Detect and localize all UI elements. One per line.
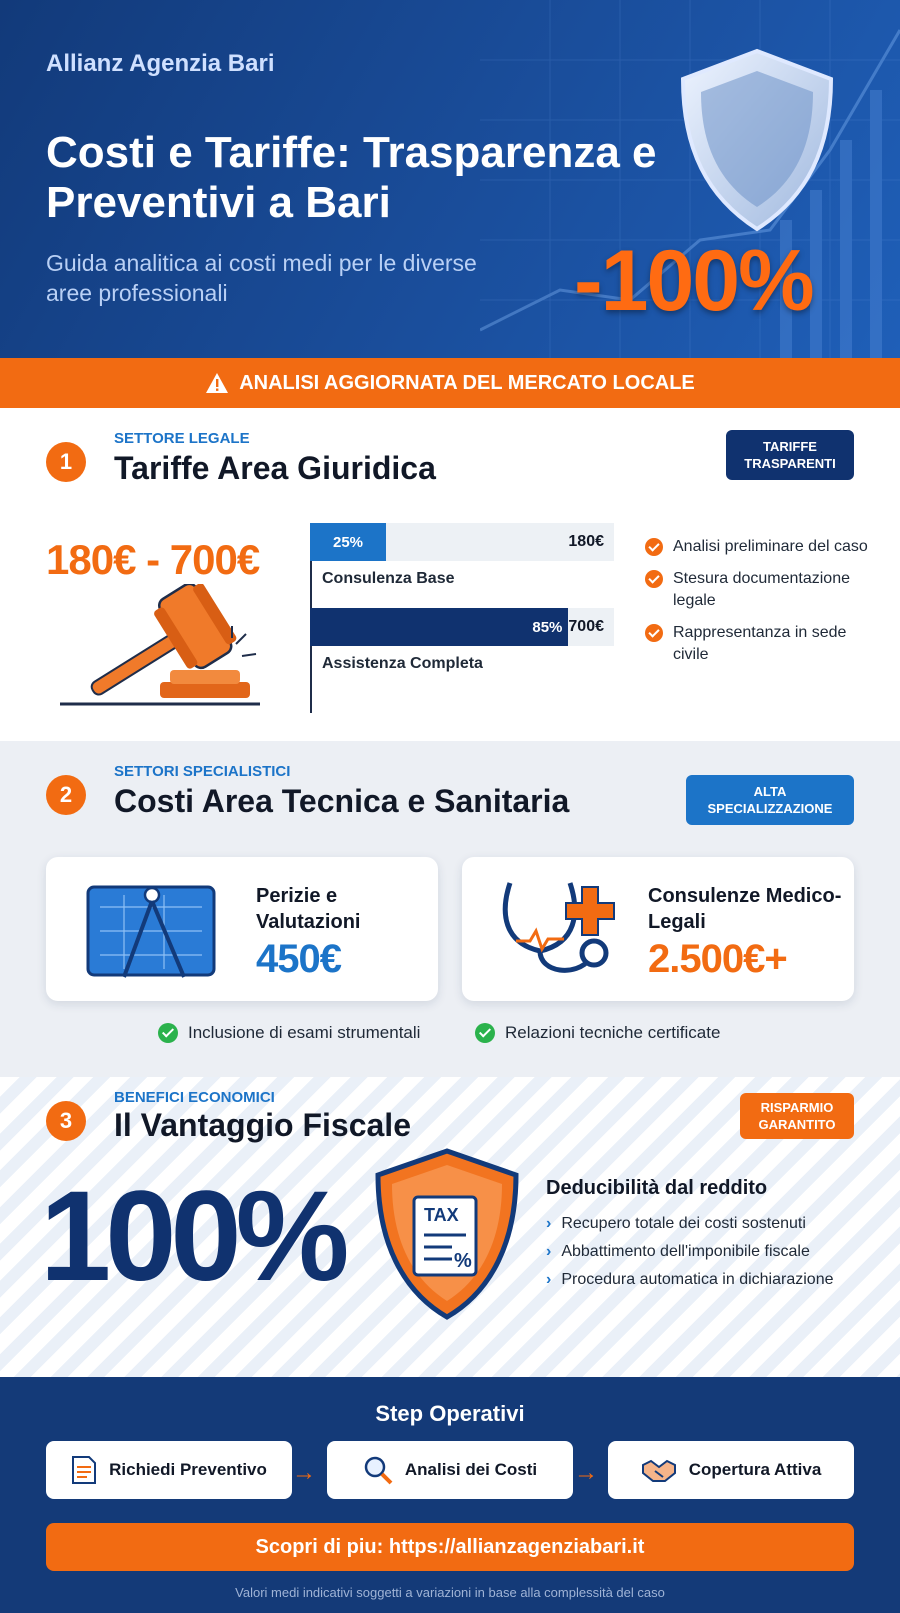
check-icon [645,538,663,556]
note-text: Inclusione di esami strumentali [188,1023,421,1042]
bar-percent: 25% [332,533,364,551]
card-perizie [46,857,438,1001]
shield-percent-text: % [454,1250,472,1272]
document-icon [71,1455,97,1485]
step-label: Richiedi Preventivo [109,1460,267,1479]
status-badge [686,775,854,825]
list-item-text: Analisi preliminare del caso [673,538,868,555]
list-item [546,1215,833,1233]
tax-shield-icon [372,1147,522,1322]
list-item-text: Abbattimento dell'imponibile fiscale [561,1243,810,1260]
list-item [546,1271,833,1289]
badge-line: RISPARMIO [760,1100,834,1115]
magnifier-icon [363,1455,393,1485]
list-item-text: Rappresentanza in sede civile [673,624,847,663]
bar-fill [310,608,568,646]
badge-line: TRASPARENTI [744,456,836,471]
section-number: 1 [46,442,86,482]
footer-title: Step Operativi [375,1401,525,1426]
list-item [645,536,885,558]
bar-label: Assistenza Completa [322,655,483,672]
feature-list [645,536,885,676]
status-badge [726,430,854,480]
section-title: Tariffe Area Giuridica [114,450,436,486]
note-text: Relazioni tecniche certificate [505,1023,721,1042]
section-kicker: SETTORI SPECIALISTICI [114,763,291,780]
check-icon [645,570,663,588]
disclaimer: Valori medi indicativi soggetti a variazioni in base alla complessità del caso [235,1585,665,1600]
section-fiscal [0,1077,900,1377]
footer [0,1377,900,1613]
list-item-text: Stesura documentazione legale [673,570,850,609]
card-title: Consulenze Medico-Legali [648,885,842,933]
section-kicker: BENEFICI ECONOMICI [114,1089,275,1106]
hero-banner [0,0,900,358]
card-title: Perizie e Valutazioni [256,885,361,933]
section-legal [0,408,900,741]
badge-line: TARIFFE [763,439,817,454]
check-icon [645,624,663,642]
bar-value: 180€ [568,533,604,550]
check-icon [158,1023,178,1043]
list-item [645,568,885,612]
badge-line: GARANTITO [758,1117,836,1132]
arrow-right-icon: → [574,1459,598,1486]
shield-icon [675,45,840,235]
check-icon [475,1023,495,1043]
bar-label: Consulenza Base [322,570,455,587]
step-copertura-attiva[interactable] [608,1441,854,1499]
section-title: Il Vantaggio Fiscale [114,1107,411,1143]
bar-fill [310,523,386,561]
section-title: Costi Area Tecnica e Sanitaria [114,783,570,819]
note-item [475,1023,720,1043]
alert-text: ANALISI AGGIORNATA DEL MERCATO LOCALE [239,371,695,394]
deduction-list [546,1215,833,1299]
handshake-icon [641,1457,677,1483]
bar-percent: 85% [532,618,563,636]
stethoscope-icon [490,873,630,985]
section-number: 3 [46,1101,86,1141]
shield-tax-text: TAX [424,1205,459,1225]
bar-consulenza-base [310,523,614,561]
card-medico-legali [462,857,854,1001]
section-number: 2 [46,775,86,815]
bar-assistenza-completa [310,608,614,646]
alert-bar [0,358,900,408]
chevron-right-icon: › [546,1215,552,1232]
bar-value: 700€ [568,618,604,635]
brand-name: Allianz Agenzia Bari [46,50,275,77]
chevron-right-icon: › [546,1271,552,1288]
big-percent: -100% [574,233,813,329]
card-price: 2.500€+ [648,937,787,981]
section-kicker: SETTORE LEGALE [114,430,250,447]
list-item [546,1243,833,1261]
status-badge [740,1093,854,1139]
list-item [645,622,885,666]
list-item-text: Recupero totale dei costi sostenuti [561,1215,806,1232]
page-subtitle: Guida analitica ai costi medi per le diverse aree professionali [46,250,477,306]
blueprint-compass-icon [80,877,222,985]
badge-line: ALTA [753,784,787,799]
section-technical [0,741,900,1077]
chevron-right-icon: › [546,1243,552,1260]
cta-button[interactable]: Scopri di piu: https://allianzagenziabari.it [46,1523,854,1571]
step-analisi-costi[interactable] [327,1441,573,1499]
deduction-title: Deducibilità dal reddito [546,1177,768,1199]
huge-percent: 100% [40,1165,344,1308]
step-label: Analisi dei Costi [404,1460,538,1479]
step-label: Copertura Attiva [688,1460,822,1479]
step-richiedi-preventivo[interactable] [46,1441,292,1499]
page-title: Costi e Tariffe: Trasparenza e Preventivi a Bari [46,128,657,227]
arrow-right-icon: → [292,1459,316,1486]
note-item [158,1023,420,1043]
price-range: 180€ - 700€ [46,536,260,583]
card-price: 450€ [256,937,341,981]
badge-line: SPECIALIZZAZIONE [707,801,833,816]
gavel-icon [60,584,270,714]
warning-icon [205,372,229,394]
list-item-text: Procedura automatica in dichiarazione [561,1271,834,1288]
